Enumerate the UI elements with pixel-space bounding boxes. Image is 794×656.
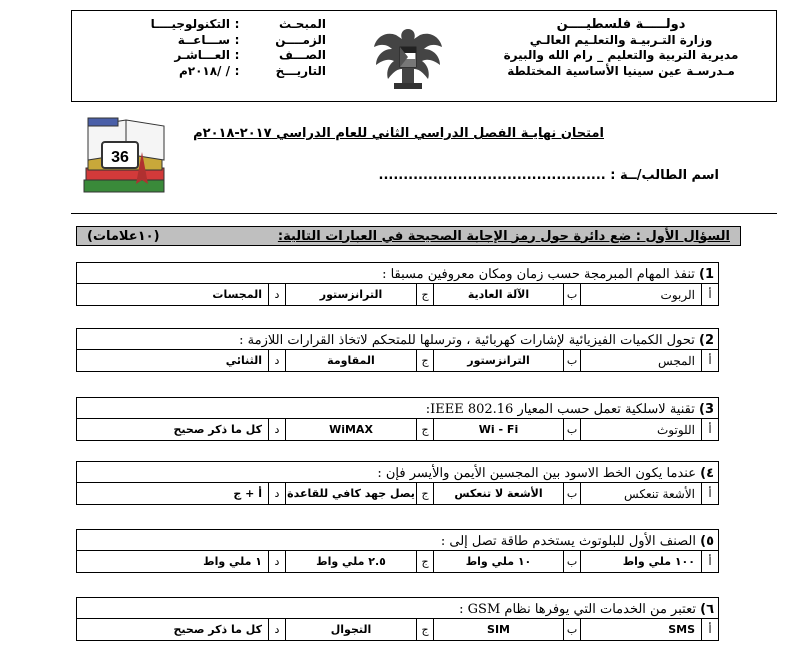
- option-c[interactable]: المقاومة: [285, 350, 416, 371]
- option-b[interactable]: الآلة العادية: [433, 284, 563, 305]
- option-letter[interactable]: ج: [416, 419, 433, 440]
- question-text: ٤) عندما يكون الخط الاسود بين المجسين الأيمن والأيسر فإن :: [377, 466, 714, 481]
- option-a[interactable]: SMS: [580, 619, 701, 640]
- section-header: [76, 226, 741, 246]
- question-text: 1) تنفذ المهام المبرمجة حسب زمان ومكان معروفين مسبقا :: [382, 267, 714, 282]
- option-a[interactable]: المجس: [580, 350, 701, 371]
- question-1: [76, 262, 719, 306]
- option-d[interactable]: ١ ملي واط: [203, 555, 262, 568]
- question-3: [76, 397, 719, 441]
- header-line-ministry: وزارة التـربيـة والتعلـيم العالـي: [529, 32, 713, 47]
- student-name-label: اسم الطالب/ــة: [619, 168, 719, 183]
- option-letter[interactable]: ج: [416, 284, 433, 305]
- section-marks: (١٠علامات): [87, 228, 160, 244]
- header-line-state: دولـــــة فلسطيــــن: [556, 17, 686, 32]
- option-a[interactable]: اللوتوث: [580, 419, 701, 440]
- option-letter[interactable]: ج: [416, 483, 433, 504]
- option-letter[interactable]: ب: [563, 350, 580, 371]
- header-line-directorate: مديرية التربية والتعليم _ رام الله والبيرة: [503, 48, 739, 62]
- option-c[interactable]: الترانزستور: [285, 284, 416, 305]
- field-grade: الصـــف : العـــاشـر: [174, 48, 326, 62]
- book-number: 36: [111, 149, 129, 166]
- option-letter[interactable]: د: [268, 350, 285, 371]
- option-b[interactable]: الترانزستور: [433, 350, 563, 371]
- option-letter[interactable]: د: [268, 419, 285, 440]
- option-letter[interactable]: أ: [701, 551, 718, 572]
- header-line-school: مـدرسـة عين سينيا الأساسية المختلطة: [507, 63, 735, 78]
- divider: [71, 213, 777, 214]
- question-text: ٦) تعتبر من الخدمات التي يوفرها نظام GSM :: [459, 602, 714, 617]
- ministry-block: [476, 17, 766, 79]
- option-c[interactable]: التجوال: [285, 619, 416, 640]
- option-d[interactable]: كل ما ذكر صحيح: [173, 423, 262, 436]
- option-letter[interactable]: د: [268, 483, 285, 504]
- student-name-field[interactable]: : ..............................................: [378, 168, 616, 183]
- options-row: [77, 482, 718, 504]
- option-b[interactable]: ١٠ ملي واط: [433, 551, 563, 572]
- option-letter[interactable]: د: [268, 284, 285, 305]
- option-letter[interactable]: ج: [416, 619, 433, 640]
- option-letter[interactable]: د: [268, 619, 285, 640]
- option-d[interactable]: المجسات: [212, 288, 262, 301]
- option-b[interactable]: SIM: [433, 619, 563, 640]
- options-row: [77, 283, 718, 305]
- options-row: [77, 618, 718, 640]
- option-letter[interactable]: أ: [701, 483, 718, 504]
- option-a[interactable]: ١٠٠ ملي واط: [580, 551, 701, 572]
- palestine-eagle-emblem-icon: [372, 25, 444, 91]
- option-letter[interactable]: أ: [701, 350, 718, 371]
- exam-title: امتحان نهايـة الفصل الدراسي الثاني للعام الدراسي ٢٠١٧-٢٠١٨م: [193, 126, 604, 141]
- option-letter[interactable]: ب: [563, 483, 580, 504]
- options-row: [77, 550, 718, 572]
- question-2: [76, 328, 719, 372]
- option-d[interactable]: كل ما ذكر صحيح: [173, 623, 262, 636]
- option-letter[interactable]: ب: [563, 551, 580, 572]
- option-letter[interactable]: د: [268, 551, 285, 572]
- field-subject: المبحـث : التكنولوجيــــا: [150, 17, 326, 31]
- question-text: 3) تقنية لاسلكية تعمل حسب المعيار IEEE 802.16:: [425, 402, 714, 417]
- option-letter[interactable]: ج: [416, 350, 433, 371]
- option-b[interactable]: Wi - Fi: [433, 419, 563, 440]
- option-b[interactable]: الأشعة لا تنعكس: [433, 483, 563, 504]
- option-c[interactable]: يصل جهد كافي للقاعدة: [285, 483, 416, 504]
- options-row: [77, 349, 718, 371]
- question-text: ٥) الصنف الأول للبلوتوث يستخدم طاقة تصل إلى :: [440, 534, 714, 549]
- field-date: التاريـــخ : / /٢٠١٨م: [178, 63, 326, 78]
- option-letter[interactable]: ج: [416, 551, 433, 572]
- school-header: [71, 10, 777, 102]
- option-letter[interactable]: أ: [701, 619, 718, 640]
- question-6: [76, 597, 719, 641]
- student-name-line: [379, 168, 719, 183]
- option-c[interactable]: WiMAX: [285, 419, 416, 440]
- exam-info-fields: [86, 17, 326, 79]
- section-title: السؤال الأول : ضع دائرة حول رمز الإجابة الصحيحة في العبارات التالية:: [277, 228, 730, 244]
- option-a[interactable]: الربوت: [580, 284, 701, 305]
- option-letter[interactable]: أ: [701, 284, 718, 305]
- option-letter[interactable]: ب: [563, 619, 580, 640]
- option-c[interactable]: ٢.٥ ملي واط: [285, 551, 416, 572]
- question-4: [76, 461, 719, 505]
- option-d[interactable]: الثنائي: [225, 354, 262, 367]
- option-letter[interactable]: ب: [563, 419, 580, 440]
- field-duration: الزمــــن : ســـاعــة: [177, 32, 326, 47]
- options-row: [77, 418, 718, 440]
- option-a[interactable]: الأشعة تنعكس: [580, 483, 701, 504]
- book-icon: [82, 112, 172, 202]
- question-5: [76, 529, 719, 573]
- option-d[interactable]: أ + ج: [233, 487, 262, 500]
- option-letter[interactable]: ب: [563, 284, 580, 305]
- option-letter[interactable]: أ: [701, 419, 718, 440]
- question-text: 2) تحول الكميات الفيزيائية لإشارات كهربائية ، وترسلها للمتحكم لاتخاذ القرارات اللازمة :: [239, 333, 714, 348]
